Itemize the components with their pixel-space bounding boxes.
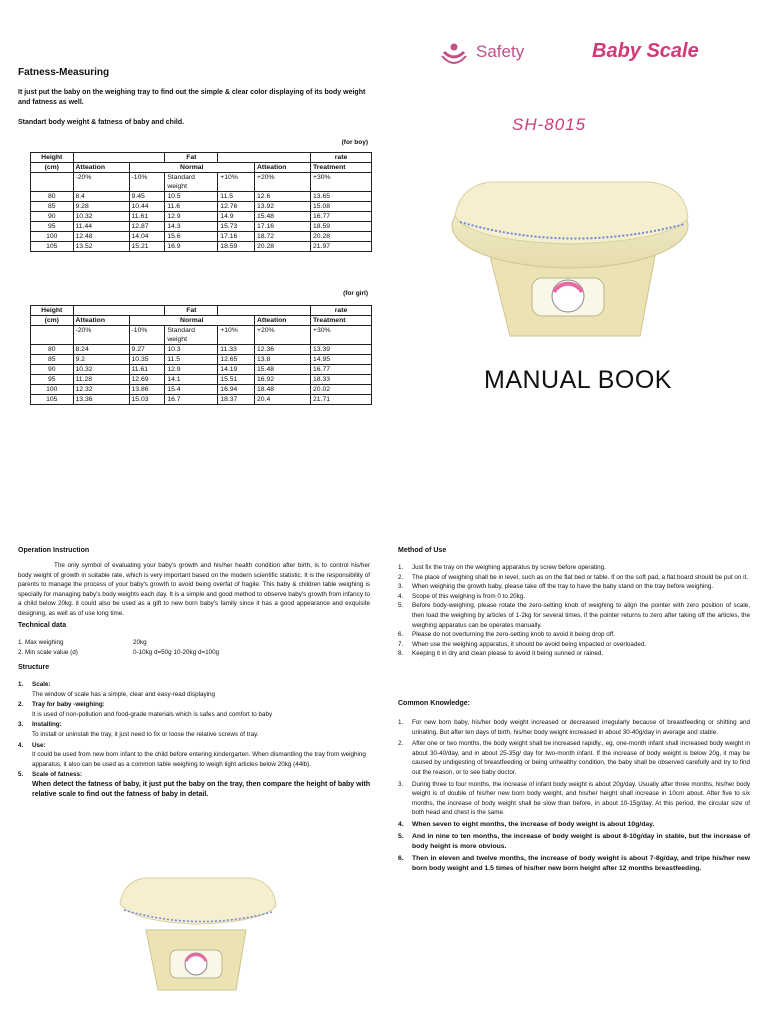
common-knowledge-number: 2. xyxy=(398,740,404,748)
method-item xyxy=(398,592,750,602)
weight-cell: 18.37 xyxy=(218,395,255,405)
table-row xyxy=(31,202,372,212)
technical-heading: Technical data xyxy=(18,622,67,629)
treatment-header: Treatment xyxy=(311,316,372,326)
col-plus30: +30% xyxy=(311,173,372,192)
common-knowledge-text: After one or two months, the body weight shall be increased rapidly., eg, one-month infant shall increased body weight in about 30-40/day, and in about 25-35g/ day for two-month infant. If the increase of body weight is below 20g, it may be caused by undigesting of breastfeeding or being unhealthy condition, the baby shall be observed carefully and try to find out the reason, or to see baby doctor. xyxy=(412,740,750,776)
girl-table-body xyxy=(31,306,372,405)
weight-cell: 15.03 xyxy=(129,395,165,405)
height-cell: 105 xyxy=(31,242,74,252)
technical-item-2-label: 2. Min scale value (d) xyxy=(18,649,78,656)
weight-cell: 14.95 xyxy=(311,355,372,365)
logo-text: Safety xyxy=(476,42,525,61)
operation-heading: Operation Instruction xyxy=(18,547,90,554)
col-plus10: +10% xyxy=(218,326,255,345)
method-item-number: 3. xyxy=(398,583,404,591)
common-knowledge-text: For new born baby, his/her body weight increased or decreased irregularly because of breastfeeding or shitting and urinating. But after ten days of birth, his/her body weight increased in about 30-40g/day in average and stable. xyxy=(412,719,750,736)
structure-item-title: Scale of fatness: xyxy=(32,771,83,779)
structure-item-desc: To install or uninstall the tray, it just need to fix or loose the relative screws of tray. xyxy=(32,730,259,738)
fatness-title: Fatness-Measuring xyxy=(18,67,110,78)
col-standard: Standard weight xyxy=(165,173,218,192)
attention-header: Atteation xyxy=(73,316,129,326)
rate-header: rate xyxy=(311,306,372,316)
weight-cell: 18.72 xyxy=(255,232,311,242)
common-knowledge-list xyxy=(398,718,750,876)
fatness-intro: It just put the baby on the weighing tray to find out the simple & clear color displaying of its body weight and fatness as well. xyxy=(18,89,366,106)
weight-cell: 10.35 xyxy=(129,355,165,365)
fatness-standard-label: Standart body weight & fatness of baby and child. xyxy=(18,119,185,126)
weight-cell: 15.4 xyxy=(165,385,218,395)
girl-weight-table xyxy=(30,305,372,405)
method-item-text: Just fix the tray on the weighing apparatus by screw before operating. xyxy=(412,564,606,571)
weight-cell: 21.71 xyxy=(311,395,372,405)
weight-cell: 18.48 xyxy=(255,385,311,395)
col-minus10: -10% xyxy=(129,326,165,345)
structure-item xyxy=(18,741,372,770)
method-item xyxy=(398,601,750,630)
manual-title: MANUAL BOOK xyxy=(484,366,672,394)
baby-scale-small-image xyxy=(112,858,282,998)
height-cell: 100 xyxy=(31,385,74,395)
weight-cell: 14.9 xyxy=(218,212,255,222)
method-item-text: The place of weighing shall be in level, such as on the flat bed or table. If on the soft pad, a flat board should be put on it. xyxy=(412,573,749,581)
col-plus20: +20% xyxy=(255,173,311,192)
common-knowledge-number: 1. xyxy=(398,719,404,726)
weight-cell: 9.27 xyxy=(129,345,165,355)
weight-cell: 12.32 xyxy=(73,385,129,395)
method-item-number: 5. xyxy=(398,602,404,610)
structure-item-title: Scale: xyxy=(32,681,51,688)
weight-cell: 13.52 xyxy=(73,242,129,252)
method-item xyxy=(398,563,750,573)
weight-cell: 14.3 xyxy=(165,222,218,232)
table-row xyxy=(31,232,372,242)
weight-cell: 17.16 xyxy=(255,222,311,232)
boy-weight-table xyxy=(30,152,372,252)
weight-cell: 13.39 xyxy=(311,345,372,355)
table-row xyxy=(31,375,372,385)
common-knowledge-item xyxy=(398,780,750,818)
method-item-number: 2. xyxy=(398,573,404,581)
weight-cell: 16.9 xyxy=(165,242,218,252)
structure-item-desc: The window of scale has a simple, clear and easy-read displaying xyxy=(32,690,216,698)
weight-cell: 11.5 xyxy=(165,355,218,365)
structure-list xyxy=(18,680,372,801)
col-minus10: -10% xyxy=(129,173,165,192)
weight-cell: 16.7 xyxy=(165,395,218,405)
weight-cell: 9.45 xyxy=(129,192,165,202)
common-knowledge-number: 3. xyxy=(398,780,404,788)
col-plus30: +30% xyxy=(311,326,372,345)
weight-cell: 10.3 xyxy=(165,345,218,355)
common-knowledge-number: 5. xyxy=(398,832,404,840)
weight-cell: 18.33 xyxy=(311,375,372,385)
table-row xyxy=(31,242,372,252)
structure-heading: Structure xyxy=(18,664,50,671)
weight-cell: 9.2 xyxy=(73,355,129,365)
table-row xyxy=(31,212,372,222)
weight-cell: 13.36 xyxy=(73,395,129,405)
structure-item xyxy=(18,770,372,800)
structure-item-title: Installing: xyxy=(32,721,62,729)
weight-cell: 20.02 xyxy=(311,385,372,395)
method-item-text: When use the weighing apparatus, it should be avoid being impacted or overloaded. xyxy=(412,640,647,648)
common-knowledge-item xyxy=(398,854,750,874)
weight-cell: 12.87 xyxy=(129,222,165,232)
attention-header: Atteation xyxy=(73,163,129,173)
technical-item-1-value: 20kg xyxy=(133,639,147,646)
weight-cell: 17.16 xyxy=(218,232,255,242)
method-item-number: 1. xyxy=(398,564,404,571)
weight-cell: 12.69 xyxy=(129,375,165,385)
baby-scale-image xyxy=(440,146,700,346)
weight-cell: 11.44 xyxy=(73,222,129,232)
normal-header: Normal xyxy=(129,316,254,326)
weight-cell: 15.48 xyxy=(255,212,311,222)
col-minus20: -20% xyxy=(73,326,129,345)
height-cell: 80 xyxy=(31,192,74,202)
height-cell: 85 xyxy=(31,202,74,212)
table-row xyxy=(31,365,372,375)
structure-item-number: 1. xyxy=(18,681,24,688)
method-item xyxy=(398,630,750,640)
weight-cell: 12.48 xyxy=(73,232,129,242)
weight-cell: 10.5 xyxy=(165,192,218,202)
model-number: SH-8015 xyxy=(512,115,587,134)
weight-cell: 11.6 xyxy=(165,202,218,212)
common-knowledge-number: 6. xyxy=(398,854,404,862)
weight-cell: 12.6 xyxy=(255,192,311,202)
structure-item xyxy=(18,700,372,719)
cm-header: (cm) xyxy=(31,316,74,326)
table-row xyxy=(31,385,372,395)
weight-cell: 18.59 xyxy=(218,242,255,252)
weight-cell: 15.6 xyxy=(165,232,218,242)
method-item xyxy=(398,573,750,583)
weight-cell: 9.28 xyxy=(73,202,129,212)
structure-item xyxy=(18,680,372,699)
structure-item-desc: When detect the fatness of baby, it just put the baby on the tray, then compare the height of baby with relative scale to find out the fatness of baby in detail. xyxy=(32,780,371,798)
table-row xyxy=(31,192,372,202)
weight-cell: 13.65 xyxy=(311,192,372,202)
weight-cell: 14.04 xyxy=(129,232,165,242)
table-row xyxy=(31,355,372,365)
structure-item-desc: It could be used from new born infant to the child before entering kindergarten. When dismantling the tray from weighing apparatus, it also can be used as a common table weighing to weigh light articles below 20kg (44lb). xyxy=(32,751,366,768)
attention2-header: Atteation xyxy=(255,163,311,173)
structure-item-number: 2. xyxy=(18,701,24,709)
fat-header: Fat xyxy=(165,306,218,316)
table-row xyxy=(31,222,372,232)
cm-header: (cm) xyxy=(31,163,74,173)
weight-cell: 12.65 xyxy=(218,355,255,365)
weight-cell: 11.5 xyxy=(218,192,255,202)
common-knowledge-text: And in nine to ten months, the increase of body weight is about 8-10g/day in stable, but the increase of body height is more obvious. xyxy=(412,832,750,850)
structure-item-number: 5. xyxy=(18,771,24,779)
weight-cell: 11.33 xyxy=(218,345,255,355)
weight-cell: 12.9 xyxy=(165,212,218,222)
rate-header: rate xyxy=(311,153,372,163)
weight-cell: 10.44 xyxy=(129,202,165,212)
weight-cell: 20.4 xyxy=(255,395,311,405)
method-item-number: 8. xyxy=(398,650,404,658)
col-plus20: +20% xyxy=(255,326,311,345)
method-item xyxy=(398,649,750,659)
treatment-header: Treatment xyxy=(311,163,372,173)
weight-cell: 15.73 xyxy=(218,222,255,232)
structure-item-title: Tray for baby -weighing: xyxy=(32,701,105,709)
table-row xyxy=(31,345,372,355)
method-item-number: 6. xyxy=(398,631,404,639)
weight-cell: 15.21 xyxy=(129,242,165,252)
weight-cell: 12.9 xyxy=(165,365,218,375)
height-cell: 100 xyxy=(31,232,74,242)
weight-cell: 21.97 xyxy=(311,242,372,252)
col-standard: Standard weight xyxy=(165,326,218,345)
height-cell: 90 xyxy=(31,212,74,222)
weight-cell: 20.28 xyxy=(311,232,372,242)
weight-cell: 8.24 xyxy=(73,345,129,355)
weight-cell: 16.77 xyxy=(311,212,372,222)
col-minus20: -20% xyxy=(73,173,129,192)
operation-text: The only symbol of evaluating your baby's growth and his/her health condition after birth, is to control his/her body weight of growth in suitable rate, which is very important based on the modern scientific statistic. It is the responsibility of parents to manage the process of your baby's growth to avoid being overfat of fragile. This baby & children table weighing is specially for managing baby's body weights each day. It is a simple and good method to observe baby's growth from infancy to a child below 20kg. it could also be used as a gift to new born baby's family since it has a good appearance and exquisite designing, as well as of use long time. xyxy=(18,562,370,617)
method-item xyxy=(398,640,750,650)
weight-cell: 14.1 xyxy=(165,375,218,385)
common-knowledge-item xyxy=(398,832,750,852)
method-item-text: Scope of this weighing is from 0 to 20kg. xyxy=(412,592,526,600)
weight-cell: 13.86 xyxy=(129,385,165,395)
structure-item-desc: It is used of non-pollution and food-grade materials which is safes and comfort to baby xyxy=(32,710,273,718)
technical-item-1-label: 1. Max weighing xyxy=(18,639,64,646)
weight-cell: 13.92 xyxy=(255,202,311,212)
method-item-text: Please do not overturning the zero-setting knob to avoid it being drop off. xyxy=(412,631,615,639)
method-item-text: When weighing the growth baby, please take off the tray to have the baby stand on the tray before weighing. xyxy=(412,583,714,591)
common-knowledge-text: When seven to eight months, the increase of body weight is about 10g/day. xyxy=(412,820,655,828)
weight-cell: 11.61 xyxy=(129,365,165,375)
method-item-number: 4. xyxy=(398,592,404,600)
weight-cell: 16.94 xyxy=(218,385,255,395)
method-item-number: 7. xyxy=(398,640,404,648)
height-cell: 95 xyxy=(31,222,74,232)
weight-cell: 11.28 xyxy=(73,375,129,385)
weight-cell: 12.36 xyxy=(255,345,311,355)
weight-cell: 12.76 xyxy=(218,202,255,212)
method-item-text: Before body-weighing, please rotate the zero-setting knob of weighing to align the pointer with zero position of scale, then load the weighing by articles of 1-2kg for several times, if the pointer returns to zero after taking off the articles, the weighing apparatus can be operates manually. xyxy=(412,602,750,629)
height-cell: 80 xyxy=(31,345,74,355)
weight-cell: 15.08 xyxy=(311,202,372,212)
weight-cell: 13.8 xyxy=(255,355,311,365)
brand-title: Baby Scale xyxy=(592,40,699,62)
weight-cell: 15.51 xyxy=(218,375,255,385)
method-item xyxy=(398,582,750,592)
col-plus10: +10% xyxy=(218,173,255,192)
structure-item-number: 3. xyxy=(18,721,24,729)
girl-table-tag: (for girl) xyxy=(343,290,368,297)
height-cell: 105 xyxy=(31,395,74,405)
weight-cell: 15.48 xyxy=(255,365,311,375)
method-list xyxy=(398,563,750,659)
weight-cell: 16.92 xyxy=(255,375,311,385)
weight-cell: 14.19 xyxy=(218,365,255,375)
boy-table-tag: (for boy) xyxy=(341,139,368,146)
common-knowledge-item xyxy=(398,820,750,830)
common-knowledge-number: 4. xyxy=(398,820,404,828)
common-knowledge-text: Then in eleven and twelve months, the increase of body weight is about 7-8g/day, and tripe his/her new born body weight and 1.5 times of his/her new born height after 12 months breastfeeding. xyxy=(412,854,750,872)
common-knowledge-text: During three to four months, the increase of infant body weight is about 20g/day. Usually after three months, his/her body weight is of double of his/her new born body weight, and his/her height shall increase in 10cm about. After five to six months, the increase of body weight shall be slow than before, in about 10-15g/day. At this period, the circular size of both head and chest is the same. xyxy=(412,780,750,817)
method-heading: Method of Use xyxy=(398,547,447,554)
common-knowledge-item xyxy=(398,718,750,737)
common-knowledge-heading: Common Knowledge: xyxy=(398,700,470,707)
weight-cell: 16.77 xyxy=(311,365,372,375)
weight-cell: 11.61 xyxy=(129,212,165,222)
weight-cell: 10.32 xyxy=(73,212,129,222)
height-cell: 90 xyxy=(31,365,74,375)
boy-table-body xyxy=(31,153,372,252)
weight-cell: 18.59 xyxy=(311,222,372,232)
height-cell: 85 xyxy=(31,355,74,365)
normal-header: Normal xyxy=(129,163,254,173)
weight-cell: 20.28 xyxy=(255,242,311,252)
structure-item xyxy=(18,720,372,739)
structure-item-title: Use: xyxy=(32,741,46,749)
height-header: Height xyxy=(31,153,74,163)
technical-item-2-value: 0-10kg d=50g 10-20kg d=100g xyxy=(133,649,220,656)
weight-cell: 8.4 xyxy=(73,192,129,202)
common-knowledge-item xyxy=(398,739,750,777)
attention2-header: Atteation xyxy=(255,316,311,326)
weight-cell: 10.32 xyxy=(73,365,129,375)
structure-item-number: 4. xyxy=(18,741,24,749)
table-row xyxy=(31,395,372,405)
height-cell: 95 xyxy=(31,375,74,385)
method-item-text: Keeping it in dry and clean please to avoid it being sunned or rained. xyxy=(412,650,604,658)
height-header: Height xyxy=(31,306,74,316)
fat-header: Fat xyxy=(165,153,218,163)
